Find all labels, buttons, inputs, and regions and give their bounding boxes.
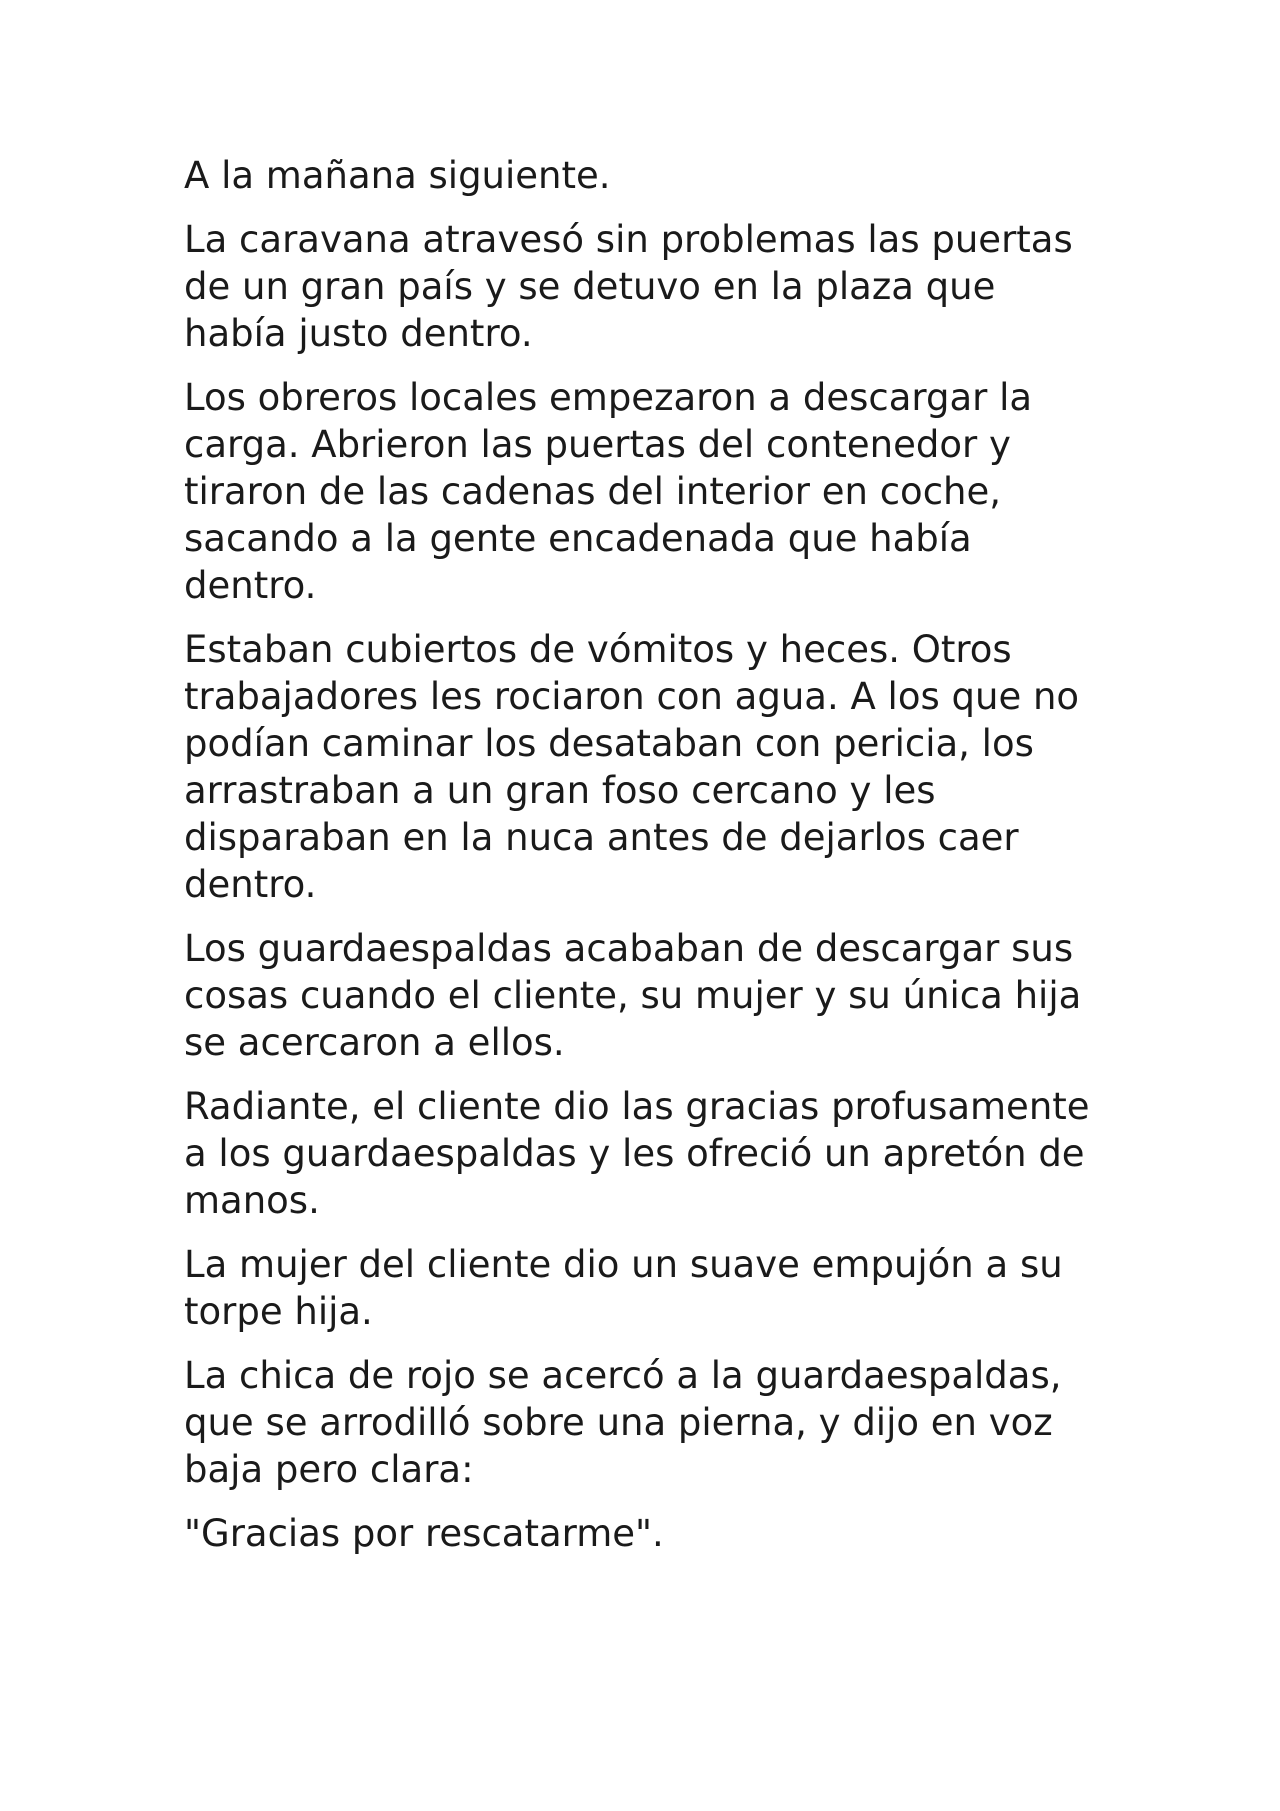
paragraph-3: Los obreros locales empezaron a descargar la carga. Abrieron las puertas del contenedor y tiraron de las cadenas del interior en coche, sacando a la gente encadenada que había dentro.	[184, 376, 1033, 607]
paragraph-5: Los guardaespaldas acababan de descargar sus cosas cuando el cliente, su mujer y su única hija se acercaron a ellos.	[184, 927, 1082, 1064]
paragraph-1: A la mañana siguiente.	[184, 154, 611, 197]
paragraph-8: La chica de rojo se acercó a la guardaespaldas, que se arrodilló sobre una pierna, y dijo en voz baja pero clara:	[184, 1354, 1062, 1491]
paragraph-4: Estaban cubiertos de vómitos y heces. Otros trabajadores les rociaron con agua. A los que no podían caminar los desataban con pericia, los arrastraban a un gran foso cercano y les disparaban en la nuca antes de dejarlos caer dentro.	[184, 628, 1080, 906]
document-page	[184, 152, 1094, 1574]
paragraph-7: La mujer del cliente dio un suave empujón a su torpe hija.	[184, 1243, 1063, 1333]
paragraph-9: "Gracias por rescatarme".	[184, 1512, 664, 1555]
paragraph-6: Radiante, el cliente dio las gracias profusamente a los guardaespaldas y les ofreció un apretón de manos.	[184, 1085, 1090, 1222]
paragraph-2: La caravana atravesó sin problemas las puertas de un gran país y se detuvo en la plaza que había justo dentro.	[184, 218, 1073, 355]
